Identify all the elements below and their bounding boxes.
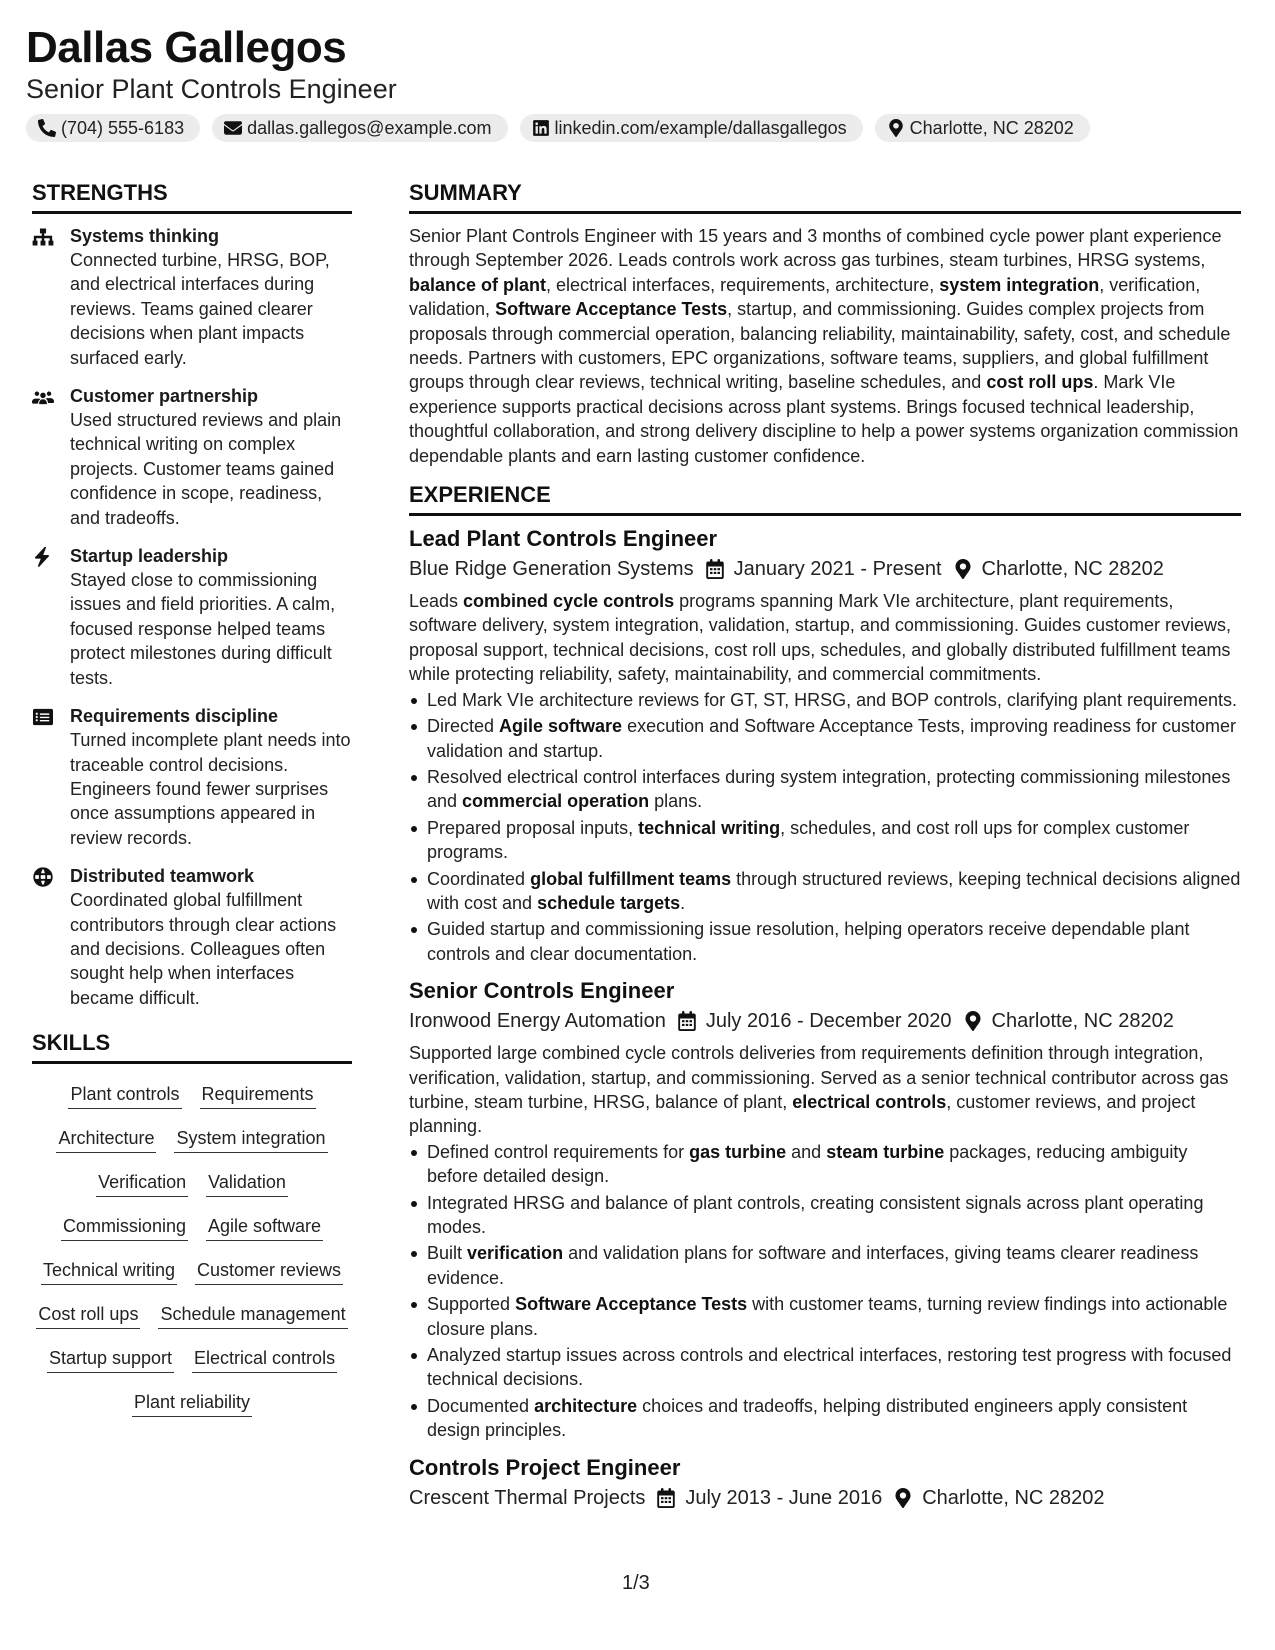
candidate-name: Dallas Gallegos [26, 23, 347, 72]
list-item: Built verification and validation plans for software and interfaces, giving teams clearer readiness evidence. [409, 1241, 1241, 1290]
contact-linkedin[interactable] [520, 114, 863, 142]
skill-tag: Cost roll ups [36, 1302, 140, 1329]
strength-description: Coordinated global fulfillment contributors through clear actions and decisions. Colleagues often sought help when interfaces became difficult. [70, 890, 337, 1008]
job-title: Controls Project Engineer [409, 1454, 681, 1480]
job-meta [409, 554, 1241, 584]
list-item: Supported Software Acceptance Tests with customer teams, turning review findings into actionable closure plans. [409, 1292, 1241, 1341]
calendar-icon [706, 559, 724, 579]
contact-location-text: Charlotte, NC 28202 [909, 117, 1074, 138]
strength-item [32, 704, 352, 850]
job-title: Lead Plant Controls Engineer [409, 526, 718, 552]
job-company: Ironwood Energy Automation [409, 1010, 666, 1033]
list-item: Analyzed startup issues across controls and electrical interfaces, restoring test progress with focused technical decisions. [409, 1343, 1241, 1392]
map-pin-icon [954, 559, 972, 579]
skill-tag: Technical writing [41, 1258, 177, 1285]
job-bullets [409, 1140, 1241, 1443]
job-company: Blue Ridge Generation Systems [409, 558, 694, 581]
strength-name: Requirements discipline [70, 706, 279, 727]
strength-item [32, 224, 352, 370]
map-pin-icon [894, 1488, 912, 1508]
skill-tag: Plant controls [68, 1082, 181, 1109]
job-description: Supported large combined cycle controls deliveries from requirements definition through integration, verification, validation, startup, and commissioning. Served as a senior technical contributor across gas turbine, steam turbine, HRSG, balance of plant, electrical controls, customer reviews, and project planning. [409, 1043, 1229, 1137]
strength-name: Customer partnership [70, 386, 259, 407]
globe-icon [32, 867, 54, 887]
strength-description: Turned incomplete plant needs into traceable control decisions. Engineers found fewer surprises once assumptions appeared in review records. [70, 730, 351, 848]
skills-list [32, 1074, 352, 1417]
skill-tag: Schedule management [158, 1302, 347, 1329]
job-dates: January 2021 - Present [733, 558, 942, 581]
list-item: Resolved electrical control interfaces during system integration, protecting commissioning milestones and commercial operation plans. [409, 765, 1241, 814]
strength-name: Systems thinking [70, 226, 220, 246]
strength-item [32, 384, 352, 530]
job-location: Charlotte, NC 28202 [991, 1010, 1174, 1033]
list-item: Directed Agile software execution and Software Acceptance Tests, improving readiness for customer validation and startup. [409, 714, 1241, 763]
contact-phone-text: (704) 555-6183 [61, 117, 185, 138]
strength-item [32, 544, 352, 690]
strengths-heading: STRENGTHS [32, 180, 352, 214]
summary-heading: SUMMARY [409, 180, 1241, 214]
map-pin-icon [964, 1011, 982, 1031]
calendar-icon [678, 1011, 696, 1031]
strength-item [32, 864, 352, 1010]
job-title: Senior Controls Engineer [409, 978, 675, 1004]
list-item: Integrated HRSG and balance of plant controls, creating consistent signals across plant operating modes. [409, 1191, 1241, 1240]
list-item: Guided startup and commissioning issue resolution, helping operators receive dependable plant controls and clear documentation. [409, 917, 1241, 966]
skill-tag: Electrical controls [192, 1346, 337, 1373]
resume-header [26, 22, 1246, 142]
skill-tag: Agile software [206, 1214, 323, 1241]
contact-location[interactable] [875, 114, 1090, 142]
job-entry [409, 976, 1241, 1443]
job-location: Charlotte, NC 28202 [922, 1486, 1105, 1509]
linkedin-icon [532, 119, 550, 137]
users-icon [32, 387, 54, 407]
job-company: Crescent Thermal Projects [409, 1486, 646, 1509]
strength-description: Used structured reviews and plain technical writing on complex projects. Customer teams gained confidence in scope, readiness, and tradeoffs. [70, 410, 342, 528]
job-entry [409, 524, 1241, 966]
skill-tag: Plant reliability [132, 1390, 252, 1417]
strength-name: Startup leadership [70, 546, 229, 567]
right-column [409, 180, 1241, 1525]
skill-tag: Architecture [56, 1126, 156, 1153]
candidate-title: Senior Plant Controls Engineer [26, 74, 397, 104]
list-item: Documented architecture choices and tradeoffs, helping distributed engineers apply consistent design principles. [409, 1394, 1241, 1443]
skill-tag: Startup support [47, 1346, 174, 1373]
list-item: Led Mark VIe architecture reviews for GT, ST, HRSG, and BOP controls, clarifying plant requirements. [409, 688, 1241, 712]
left-column [32, 180, 352, 1417]
skill-tag: Commissioning [61, 1214, 188, 1241]
job-meta [409, 1006, 1241, 1036]
phone-icon [38, 119, 56, 137]
experience-heading: EXPERIENCE [409, 482, 1241, 516]
contact-linkedin-text: linkedin.com/example/dallasgallegos [554, 117, 847, 138]
skill-tag: Verification [96, 1170, 188, 1197]
strength-description: Connected turbine, HRSG, BOP, and electrical interfaces during reviews. Teams gained clearer decisions when plant impacts surfaced early. [70, 250, 330, 368]
skill-tag: Customer reviews [195, 1258, 343, 1285]
envelope-icon [224, 119, 242, 137]
contact-email[interactable] [212, 114, 507, 142]
strength-description: Stayed close to commissioning issues and field priorities. A calm, focused response helped teams protect milestones during difficult tests. [70, 570, 336, 688]
skill-tag: Validation [206, 1170, 288, 1197]
contact-phone[interactable] [26, 114, 200, 142]
list-item: Coordinated global fulfillment teams through structured reviews, keeping technical decisions aligned with cost and schedule targets. [409, 867, 1241, 916]
strength-name: Distributed teamwork [70, 866, 255, 887]
page-number: 1/3 [622, 1572, 650, 1594]
skills-heading: SKILLS [32, 1030, 352, 1064]
job-dates: July 2013 - June 2016 [685, 1486, 883, 1509]
list-item: Prepared proposal inputs, technical writing, schedules, and cost roll ups for complex customer programs. [409, 816, 1241, 865]
contact-bar [26, 114, 1246, 142]
job-meta [409, 1483, 1241, 1513]
experience-list [409, 524, 1241, 1513]
calendar-icon [657, 1488, 675, 1508]
bolt-icon [32, 547, 54, 567]
job-entry [409, 1453, 1241, 1513]
list-alt-icon [32, 707, 54, 727]
skill-tag: System integration [174, 1126, 327, 1153]
map-pin-icon [887, 119, 905, 137]
summary-text: Senior Plant Controls Engineer with 15 years and 3 months of combined cycle power plant experience through September 2026. Leads controls work across gas turbines, steam turbines, HRSG systems, balance of plant, electrical interfaces, requirements, architecture, system integration, verification, validation, Software Acceptance Tests, startup, and commissioning. Guides complex projects from proposals through commercial operation, balancing reliability, maintainability, safety, cost, and schedule needs. Partners with customers, EPC organizations, software teams, suppliers, and global fulfillment groups through clear reviews, technical writing, baseline schedules, and cost roll ups. Mark VIe experience supports practical decisions across plant systems. Brings focused technical leadership, thoughtful collaboration, and strong delivery discipline to help a power systems organization commission dependable plants and earn lasting customer confidence. [409, 226, 1239, 466]
skill-tag: Requirements [200, 1082, 316, 1109]
job-dates: July 2016 - December 2020 [705, 1010, 952, 1033]
job-location: Charlotte, NC 28202 [981, 558, 1164, 581]
job-bullets [409, 688, 1241, 966]
job-description: Leads combined cycle controls programs spanning Mark VIe architecture, plant requirements, software delivery, system integration, validation, startup, and commissioning. Guides customer reviews, proposal support, technical decisions, cost roll ups, schedules, and globally distributed fulfillment teams while protecting reliability, safety, maintainability, and commercial commitments. [409, 591, 1232, 685]
list-item: Defined control requirements for gas turbine and steam turbine packages, reducing ambiguity before detailed design. [409, 1140, 1241, 1189]
contact-email-text: dallas.gallegos@example.com [247, 117, 492, 138]
sitemap-icon [32, 227, 54, 247]
